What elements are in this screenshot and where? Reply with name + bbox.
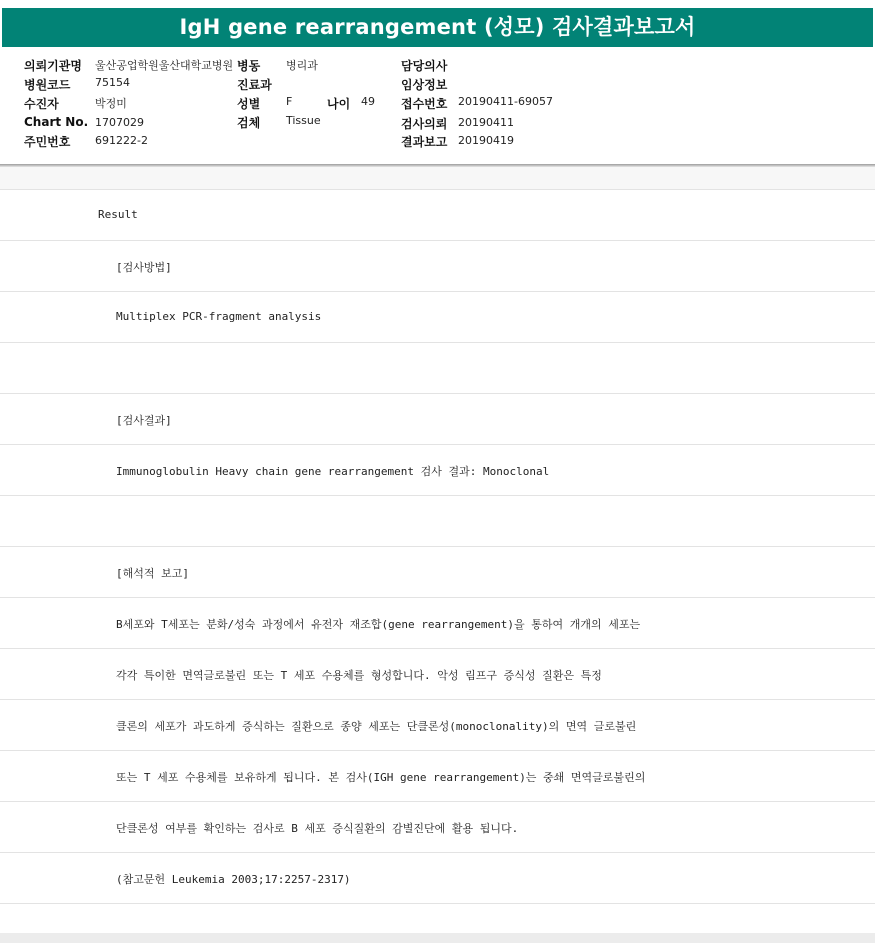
- sex-label: 성별: [237, 97, 261, 111]
- bottom-band: [0, 933, 875, 943]
- spacer-band: [0, 167, 875, 189]
- result-row: [0, 648, 875, 699]
- resident-no-value: 691222-2: [95, 134, 148, 147]
- hospital-code-value: 75154: [95, 76, 130, 89]
- receipt-no-value: 20190411-69057: [458, 95, 553, 108]
- specimen-value: Tissue: [286, 114, 321, 127]
- result-text: Immunoglobulin Heavy chain gene rearrangement 검사 결과: Monoclonal: [116, 465, 550, 478]
- department-label: 진료과: [237, 78, 272, 92]
- report-date-label: 결과보고: [401, 135, 448, 149]
- reference-text: (참고문헌 Leukemia 2003;17:2257-2317): [116, 873, 351, 886]
- result-row: [0, 546, 875, 597]
- ward-value: 병리과: [286, 59, 318, 72]
- interpretation-line: 또는 T 세포 수용체를 보유하게 됩니다. 본 검사(IGH gene rearrangement)는 중쇄 면역글로불린의: [116, 771, 646, 784]
- physician-label: 담당의사: [401, 59, 448, 73]
- hospital-code-label: 병원코드: [24, 78, 71, 92]
- result-row: [0, 852, 875, 904]
- result-row: [0, 444, 875, 495]
- result-row: [0, 699, 875, 750]
- sex-value: F: [286, 95, 293, 108]
- result-row: [0, 189, 875, 240]
- result-row: [0, 393, 875, 444]
- result-row: [0, 240, 875, 291]
- result-row: [0, 750, 875, 801]
- patient-info-panel: [0, 48, 875, 164]
- patient-label: 수진자: [24, 97, 59, 111]
- request-date-label: 검사의뢰: [401, 117, 448, 131]
- result-heading: Result: [98, 208, 138, 221]
- report-header: [0, 0, 875, 48]
- interpretation-line: B세포와 T세포는 분화/성숙 과정에서 유전자 재조합(gene rearrangement)을 통하여 개개의 세포는: [116, 618, 641, 631]
- result-row: [0, 342, 875, 393]
- result-row: [0, 495, 875, 546]
- chart-no-label: Chart No.: [24, 115, 89, 129]
- interpretation-heading: [해석적 보고]: [116, 567, 189, 580]
- report-date-value: 20190419: [458, 134, 514, 147]
- interpretation-line: 단클론성 여부를 확인하는 검사로 B 세포 증식질환의 감별진단에 활용 됩니다.: [116, 822, 519, 835]
- interpretation-line: 각각 특이한 면역글로불린 또는 T 세포 수용체를 형성합니다. 악성 림프구 증식성 질환은 특정: [116, 669, 602, 682]
- receipt-no-label: 접수번호: [401, 97, 448, 111]
- interpretation-line: 클론의 세포가 과도하게 증식하는 질환으로 종양 세포는 단클론성(monoclonality)의 면역 글로불린: [116, 720, 637, 733]
- age-label: 나이: [327, 97, 351, 111]
- request-date-value: 20190411: [458, 116, 514, 129]
- chart-no-value: 1707029: [95, 116, 144, 129]
- report-title: IgH gene rearrangement (성모) 검사결과보고서: [2, 8, 873, 47]
- result-row: [0, 801, 875, 852]
- method-text: Multiplex PCR-fragment analysis: [116, 310, 322, 323]
- specimen-label: 검체: [237, 116, 261, 130]
- clinical-info-label: 임상정보: [401, 78, 448, 92]
- referring-institution-value: 울산공업학원울산대학교병원: [95, 59, 234, 72]
- result-list: [0, 189, 875, 904]
- resident-no-label: 주민번호: [24, 135, 71, 149]
- result-section-heading: [검사결과]: [116, 414, 172, 427]
- result-row: [0, 291, 875, 342]
- patient-value: 박정미: [95, 97, 127, 110]
- result-row: [0, 597, 875, 648]
- referring-institution-label: 의뢰기관명: [24, 59, 82, 73]
- ward-label: 병동: [237, 59, 261, 73]
- age-value: 49: [361, 95, 375, 108]
- method-heading: [검사방법]: [116, 261, 172, 274]
